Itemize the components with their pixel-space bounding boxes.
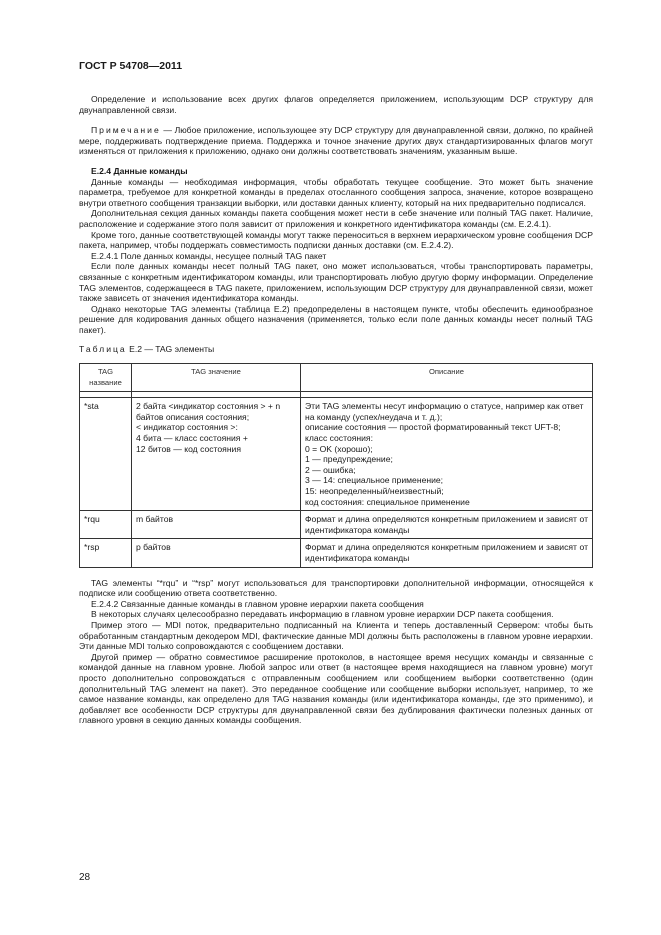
tag-value-cell (132, 398, 301, 511)
tag-elements-table (79, 363, 593, 568)
cell-line: код состояния: специальное применение (305, 496, 470, 507)
table-caption-text: E.2 — TAG элементы (126, 344, 215, 355)
cell-line: 3 — 14: специальное применение; (305, 475, 444, 486)
description-cell (301, 511, 593, 539)
cell-line: 0 = OK (хорошо); (305, 443, 373, 454)
paragraph: Определение и использование всех других флагов определяется приложением, использующим DCP структуру для двунаправленной связи. (79, 94, 593, 115)
section-heading: E.2.4 Данные команды (91, 165, 188, 176)
tag-name-cell: *sta (80, 398, 132, 511)
paragraph: Данные команды — необходимая информация, чтобы обработать текущее сообщение. Это может быть значение параметра, требуемое для конкретной команды в пределах отосланного сообщения запроса, значение, которое возвращено внутри ответного сообщения транзакции выборки, или доставки данных клиенту, который на них предварительно подписался. (79, 176, 593, 208)
cell-line: 1 — предупреждение; (305, 454, 393, 465)
subsection-heading: E.2.4.1 Поле данных команды, несущее полный TAG пакет (91, 250, 327, 261)
column-header: Описание (301, 364, 593, 392)
note-text: — Любое приложение, использующее эту DCP структуру для двунаправленной связи, должно, по крайней мере, поддерживать подтверждение приема. Поддержка и точное значение других двух стандартизированных флагов могут изменяться от приложения к приложению, однако они должны соответствовать значениям, указанным выше. (79, 125, 593, 157)
cell-line: 2 — ошибка; (305, 464, 356, 475)
page-number: 28 (79, 872, 91, 883)
note-label: Примечание (91, 125, 161, 136)
document-header: ГОСТ Р 54708—2011 (79, 60, 183, 72)
column-header: TAG значение (132, 364, 301, 392)
cell-line: < индикатор состояния >: (136, 422, 238, 433)
cell-line: класс состояния: (305, 433, 373, 444)
cell-line: описание состояния — простой форматированный текст UFT-8; (305, 422, 561, 433)
tag-value-cell: p байтов (132, 539, 301, 567)
paragraph: Кроме того, данные соответствующей команды могут также переноситься в верхнем иерархическом уровне сообщения DCP пакета, например, чтобы поддержать совместимость подписки данных доставки (см. E.2.4.2). (79, 229, 593, 251)
subsection-heading: E.2.4.2 Связанные данные команды в главном уровне иерархии пакета сообщения (91, 598, 424, 609)
paragraph: Если поле данных команды несет полный TAG пакет, оно может использоваться, чтобы транспортировать параметры, связанные с конкретным идентификатором команды, или транспортировать любую другую форму информации. Определение TAG элементов, содержащееся в TAG пакете, приложением, использующим DCP структуру для двунаправленной связи, может также зависеть от значения идентификатора команды. (79, 261, 593, 304)
cell-line: Формат и длина определяются конкретным приложением и зависят от идентификатора команды (305, 542, 588, 563)
description-cell (301, 539, 593, 567)
paragraph: Однако некоторые TAG элементы (таблица E.2) предопределены в настоящем пункте, чтобы обеспечить единообразное решение для кодирования данных общего назначения (применяется, только если поле данных команды несет полный TAG пакет). (79, 303, 593, 335)
cell-line: 15: неопределенный/неизвестный; (305, 486, 444, 496)
paragraph: В некоторых случаях целесообразно передавать информацию в главном уровне иерархии DCP пакета сообщения. (91, 609, 554, 620)
cell-line: 2 байта <индикатор состояния > + n байтов описания состояния; (136, 401, 281, 422)
page-body (79, 94, 593, 726)
table-row (80, 511, 593, 539)
tag-name-cell: *rqu (80, 511, 132, 539)
table-caption (79, 344, 593, 355)
cell-line: 4 бита — класс состояния + (136, 433, 248, 444)
column-header: TAG название (80, 364, 132, 392)
paragraph: Другой пример — обратно совместимое расширение протоколов, в настоящее время несущих команды и связанные с командой данные на главном уровне. Любой запрос или ответ (в настоящее время находящиеся на главном уровне) могут просто дополнительно сопровождаться с отправленным сообщением или сообщением выборки соответственно (один дополнительный TAG элемент на пакет). Это переданное сообщение или сообщение выборки использует, например, то же самое название команды, как определено для TAG названия команды (или идентификатора команды, где это применимо), и добавляет все особенности DCP структуры для двунаправленной связи без дублирования фактически полезных данных от главного уровня в секцию данных команды сообщения. (79, 651, 593, 726)
note (79, 125, 593, 157)
paragraph: TAG элементы “*rqu” и “*rsp” могут использоваться для транспортировки дополнительной информации, относящейся к подписке или сообщению ответа соответственно. (79, 577, 593, 599)
table-caption-label: Таблица (79, 344, 127, 355)
table-header-row (80, 364, 593, 392)
cell-line: 12 битов — код состояния (136, 443, 242, 454)
table-row (80, 539, 593, 567)
tag-name-cell: *rsp (80, 539, 132, 567)
cell-line: Формат и длина определяются конкретным приложением и зависят от идентификатора команды (305, 514, 588, 535)
cell-line: Эти TAG элементы несут информацию о статусе, например как ответ на команду (успех/неудача и т. д.); (305, 401, 584, 422)
tag-value-cell: m байтов (132, 511, 301, 539)
description-cell (301, 398, 593, 511)
paragraph: Пример этого — MDI поток, предварительно подписанный на Клиента и теперь доставленный Сервером: чтобы быть обработанным стандартным декодером MDI, фактические данные MDI должны быть расположены в главном уровне иерархии. Эти данные MDI только сопровождаются с сообщением доставки. (79, 619, 593, 652)
table-row (80, 398, 593, 511)
paragraph: Дополнительная секция данных команды пакета сообщения может нести в себе значение или полный TAG пакет. Наличие, расположение и содержание этого поля зависит от приложения и конкретного идентификатора команды (см. E.2.4.1). (79, 208, 593, 229)
